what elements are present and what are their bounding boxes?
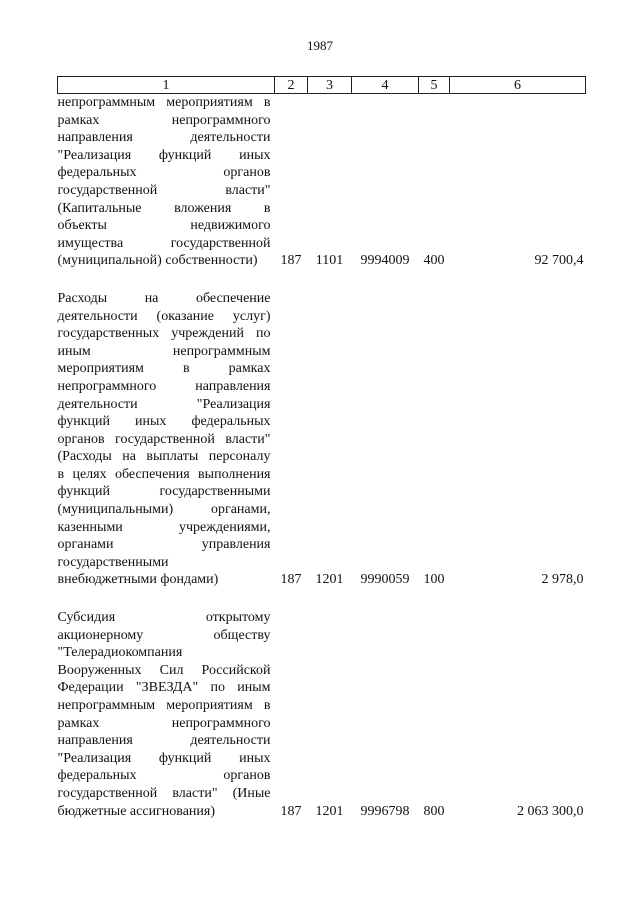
target-article-cell: 9996798 <box>360 803 410 819</box>
description-line: государственной власти" <box>57 182 271 198</box>
section-code-cell: 1201 <box>315 803 344 819</box>
amount-cell: 2 978,0 <box>541 572 584 588</box>
description-line: в целях обеспечения выполнения <box>57 466 271 482</box>
description-line: (Расходы на выплаты персоналу <box>57 449 271 465</box>
expense-type-cell: 100 <box>423 572 445 588</box>
description-line: функций иных федеральных <box>57 414 271 430</box>
description-line: непрограммным мероприятиям в <box>57 698 271 713</box>
description-line: иным непрограммным <box>57 343 271 359</box>
description-line: (Капитальные вложения в <box>57 200 271 216</box>
description-line: (муниципальной) собственности) <box>57 253 258 269</box>
column-header-6: 6 <box>450 77 586 94</box>
section-code-cell: 1201 <box>315 572 344 588</box>
expense-type-cell: 400 <box>423 253 445 269</box>
row-spacer <box>58 270 586 290</box>
description-line: "Реализация функций иных <box>57 750 271 766</box>
table-row <box>58 609 586 820</box>
description-line: имущества государственной <box>57 235 271 251</box>
description-line: Субсидия открытому <box>57 610 271 626</box>
row-description <box>58 94 275 270</box>
description-line: государственной власти" (Иные <box>57 785 271 801</box>
description-line: казенными учреждениями, <box>57 519 271 535</box>
description-line: направления деятельности <box>57 130 271 146</box>
description-line: Вооруженных Сил Российской <box>57 662 271 678</box>
description-line: органов государственной власти" <box>57 431 271 447</box>
description-line: мероприятиям в рамках <box>57 361 271 377</box>
description-line: акционерному обществу <box>57 627 271 643</box>
description-line: функций государственными <box>57 484 271 500</box>
table-header-row <box>58 77 586 94</box>
ministry-code-cell: 187 <box>280 253 302 269</box>
description-line: Расходы на обеспечение <box>57 290 271 306</box>
column-header-4: 4 <box>352 77 419 94</box>
table-row <box>58 290 586 589</box>
description-line: направления деятельности <box>57 733 271 749</box>
column-header-2: 2 <box>275 77 308 94</box>
description-line: органами управления <box>57 537 271 553</box>
column-header-5: 5 <box>419 77 450 94</box>
row-description <box>58 290 275 589</box>
description-line: государственными <box>57 554 169 570</box>
description-line: Федерации "ЗВЕЗДА" по иным <box>57 680 271 696</box>
row-description <box>58 609 275 820</box>
amount-cell: 92 700,4 <box>534 253 584 269</box>
table-body <box>58 94 586 821</box>
row-spacer <box>58 589 586 609</box>
column-header-1: 1 <box>58 77 275 94</box>
description-line: бюджетные ассигнования) <box>57 803 216 819</box>
description-line: деятельности (оказание услуг) <box>57 308 271 324</box>
amount-cell: 2 063 300,0 <box>517 803 584 819</box>
description-line: "Телерадиокомпания <box>57 645 183 661</box>
ministry-code-cell: 187 <box>280 803 302 819</box>
description-line: рамках непрограммного <box>57 715 271 731</box>
description-line: "Реализация функций иных <box>57 147 271 163</box>
column-header-3: 3 <box>308 77 352 94</box>
ministry-code-cell: 187 <box>280 572 302 588</box>
description-line: рамках непрограммного <box>57 112 271 128</box>
description-line: непрограммного направления <box>57 378 271 394</box>
table-row <box>58 94 586 270</box>
target-article-cell: 9994009 <box>360 253 410 269</box>
budget-table <box>57 76 586 820</box>
page-number: 1987 <box>307 38 333 53</box>
description-line: непрограммным мероприятиям в <box>57 95 271 110</box>
target-article-cell: 9990059 <box>360 572 410 588</box>
description-line: внебюджетными фондами) <box>57 572 219 588</box>
description-line: объекты недвижимого <box>57 218 271 234</box>
expense-type-cell: 800 <box>423 803 445 819</box>
description-line: государственных учреждений по <box>57 326 271 342</box>
description-line: (муниципальными) органами, <box>57 502 271 518</box>
description-line: деятельности "Реализация <box>57 396 271 412</box>
description-line: федеральных органов <box>57 165 271 181</box>
section-code-cell: 1101 <box>315 253 344 269</box>
description-line: федеральных органов <box>57 768 271 784</box>
